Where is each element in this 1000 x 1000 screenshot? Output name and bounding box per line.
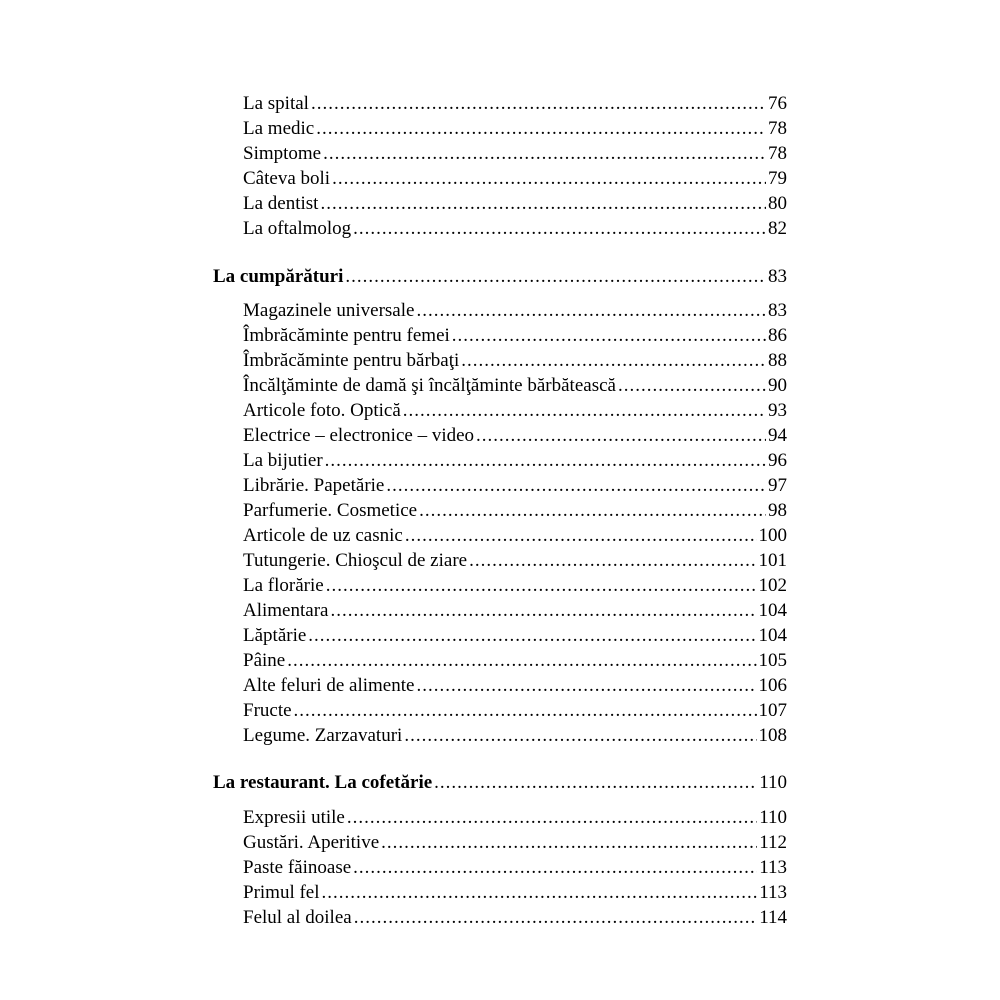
toc-entry <box>243 166 787 191</box>
dot-leader <box>461 348 766 373</box>
toc-entry-title: Îmbrăcăminte pentru bărbaţi <box>243 350 460 371</box>
toc-entry-page: 96 <box>768 450 787 471</box>
toc-entry-title: Gustări. Aperitive <box>243 832 380 853</box>
toc-entry-title: Librărie. Papetărie <box>243 475 385 496</box>
toc-entry-page: 82 <box>768 218 787 239</box>
toc-entry <box>243 573 787 598</box>
toc-entry-page: 113 <box>759 882 787 903</box>
dot-leader <box>416 673 756 698</box>
toc-entry-page: 76 <box>768 93 787 114</box>
toc-entry <box>243 805 787 830</box>
toc-entry <box>243 673 787 698</box>
toc-entry-page: 114 <box>759 907 787 928</box>
toc-entry <box>243 498 787 523</box>
dot-leader <box>419 498 766 523</box>
toc-entry <box>243 523 787 548</box>
dot-leader <box>294 698 757 723</box>
dot-leader <box>405 523 757 548</box>
toc-entry <box>243 91 787 116</box>
toc-entry-page: 90 <box>768 375 787 396</box>
dot-leader <box>353 855 757 880</box>
toc-entry <box>243 216 787 241</box>
toc-entry-title: Simptome <box>243 143 322 164</box>
toc-entry-page: 112 <box>759 832 787 853</box>
toc-entry-page: 104 <box>758 625 787 646</box>
dot-leader <box>323 141 766 166</box>
dot-leader <box>320 191 766 216</box>
dot-leader <box>469 548 756 573</box>
dot-leader <box>618 373 766 398</box>
dot-leader <box>326 573 757 598</box>
toc-entry <box>243 448 787 473</box>
toc-entry <box>243 191 787 216</box>
dot-leader <box>386 473 766 498</box>
toc-entry-title: Felul al doilea <box>243 907 352 928</box>
toc-entry-title: Paste făinoase <box>243 857 352 878</box>
dot-leader <box>381 830 757 855</box>
toc-entry-title: La florărie <box>243 575 324 596</box>
dot-leader <box>287 648 756 673</box>
toc-entry-title: Încălţăminte de damă şi încălţăminte bărbătească <box>243 375 616 396</box>
dot-leader <box>322 880 758 905</box>
toc-entry-page: 83 <box>768 300 787 321</box>
toc-entry-page: 101 <box>758 550 787 571</box>
toc-entry-title: Magazinele universale <box>243 300 415 321</box>
toc-entry <box>243 423 787 448</box>
toc-entry-title: La bijutier <box>243 450 323 471</box>
dot-leader <box>332 166 766 191</box>
toc-entry <box>243 648 787 673</box>
toc-entry <box>243 116 787 141</box>
dot-leader <box>404 723 756 748</box>
toc-entry-title: Expresii utile <box>243 807 345 828</box>
dot-leader <box>316 116 766 141</box>
toc-entry-title: Primul fel <box>243 882 320 903</box>
toc-entry <box>243 880 787 905</box>
toc-entry-page: 100 <box>758 525 787 546</box>
dot-leader <box>308 623 756 648</box>
toc-entry-title: Fructe <box>243 700 292 721</box>
toc-entry-title: Îmbrăcăminte pentru femei <box>243 325 450 346</box>
toc-entry <box>243 830 787 855</box>
toc-entry-title: Tutungerie. Chioşcul de ziare <box>243 550 468 571</box>
toc-entry <box>243 373 787 398</box>
toc-entry-title: La dentist <box>243 193 319 214</box>
toc-entry <box>243 905 787 930</box>
toc-entry-title: La spital <box>243 93 309 114</box>
toc-entry-title: Articole de uz casnic <box>243 525 403 546</box>
toc-entry-page: 98 <box>768 500 787 521</box>
toc-entry-title: Pâine <box>243 650 286 671</box>
toc-chapter-page: 110 <box>759 772 787 793</box>
toc-entry <box>243 623 787 648</box>
dot-leader <box>416 298 766 323</box>
toc-chapter-heading <box>213 264 787 289</box>
dot-leader <box>354 905 758 930</box>
toc-entry-title: Articole foto. Optică <box>243 400 401 421</box>
toc-entry-title: Câteva boli <box>243 168 331 189</box>
toc-entry-page: 105 <box>758 650 787 671</box>
toc-entry-page: 113 <box>759 857 787 878</box>
dot-leader <box>330 598 756 623</box>
toc-entry-page: 107 <box>758 700 787 721</box>
toc-entry-title: Lăptărie <box>243 625 307 646</box>
toc-entry <box>243 298 787 323</box>
toc-entry <box>243 398 787 423</box>
toc-entry-page: 93 <box>768 400 787 421</box>
toc-entry-title: Parfumerie. Cosmetice <box>243 500 418 521</box>
toc-entry-page: 79 <box>768 168 787 189</box>
toc-entry-page: 97 <box>768 475 787 496</box>
toc-entry-page: 86 <box>768 325 787 346</box>
toc-entry <box>243 698 787 723</box>
dot-leader <box>403 398 766 423</box>
dot-leader <box>345 264 766 289</box>
dot-leader <box>434 770 757 795</box>
toc-entry-title: Electrice – electronice – video <box>243 425 475 446</box>
toc-chapter-heading <box>213 770 787 795</box>
toc-entry <box>243 855 787 880</box>
dot-leader <box>452 323 766 348</box>
toc-entry <box>243 473 787 498</box>
dot-leader <box>347 805 757 830</box>
toc-entry-title: Alimentara <box>243 600 329 621</box>
dot-leader <box>325 448 766 473</box>
toc-chapter-page: 83 <box>768 266 787 287</box>
toc-entry-page: 88 <box>768 350 787 371</box>
dot-leader <box>311 91 766 116</box>
toc-entry-page: 104 <box>758 600 787 621</box>
toc-chapter-title: La restaurant. La cofetărie <box>213 772 433 793</box>
toc-entry <box>243 323 787 348</box>
dot-leader <box>476 423 766 448</box>
toc-entry <box>243 141 787 166</box>
dot-leader <box>353 216 766 241</box>
toc-entry-title: Alte feluri de alimente <box>243 675 415 696</box>
toc-entry <box>243 348 787 373</box>
toc-entry-page: 94 <box>768 425 787 446</box>
toc-entry <box>243 723 787 748</box>
toc-entry-page: 80 <box>768 193 787 214</box>
toc-entry <box>243 598 787 623</box>
toc-entry-page: 102 <box>758 575 787 596</box>
toc-entry-title: Legume. Zarzavaturi <box>243 725 403 746</box>
toc-chapter-title: La cumpărături <box>213 266 344 287</box>
toc-entry-page: 110 <box>759 807 787 828</box>
toc-entry-page: 106 <box>758 675 787 696</box>
toc-entry <box>243 548 787 573</box>
toc-entry-title: La medic <box>243 118 315 139</box>
toc-entry-page: 78 <box>768 143 787 164</box>
toc-entry-page: 108 <box>758 725 787 746</box>
toc-entry-title: La oftalmolog <box>243 218 352 239</box>
toc-entry-page: 78 <box>768 118 787 139</box>
